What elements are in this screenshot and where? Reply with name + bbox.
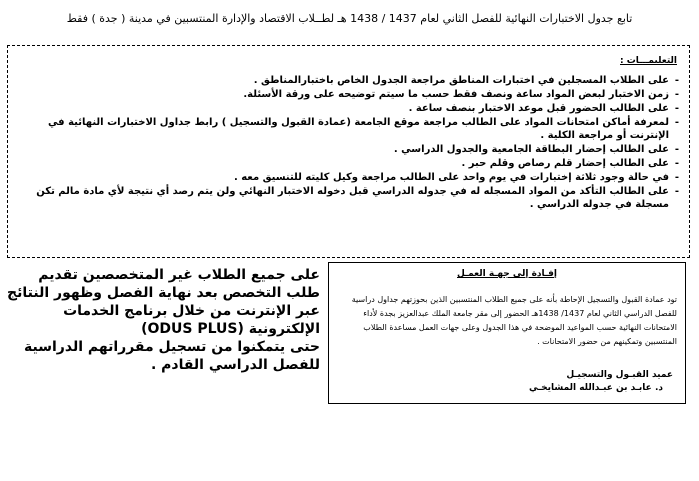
instructions-list — [19, 74, 679, 212]
instruction-item: - على الطالب التأكد من المواد المسجله له في جدوله الدراسي قبل دخوله الاختبار النهائي ولن يتم رصد أي نتيجة لأي مادة مالم تكن مسجلة في جدوله الدراسي . — [19, 185, 679, 211]
notice-title: إفـادة إلى جهـة العمـل — [457, 269, 557, 279]
page-header: تابع جدول الاختبارات النهائية للفصل الثاني لعام 1437 / 1438 هـ لطــلاب الاقتصاد والإدارة المنتسبين في مدينة ( جدة ) فقط — [66, 12, 633, 25]
signature-title: عميد القبـول والتسجيـل — [566, 370, 673, 380]
announcement-line — [20, 320, 320, 338]
instruction-item: - على الطلاب المسجلين في اختبارات المناطق مراجعة الجدول الخاص باختبارالمناطق . — [19, 74, 679, 87]
signature-name: د. عابـد بن عبـدالله المشايخـي — [528, 383, 663, 393]
program-name: (ODUS PLUS) — [141, 321, 244, 337]
instruction-item: - على الطالب إحضار قلم رصاص وقلم حبر . — [19, 157, 679, 170]
notice-signature — [473, 369, 673, 395]
announcement-line: للفصل الدراسي القادم . — [150, 357, 320, 373]
instructions-box — [7, 45, 690, 258]
instruction-item: - على الطالب إحضار البطاقة الجامعية والجدول الدراسي . — [19, 143, 679, 156]
announcement-line: على جميع الطلاب غير المتخصصين تقديم — [38, 267, 320, 283]
instruction-item: - على الطالب الحضور قبل موعد الاختبار بنصف ساعة . — [19, 102, 679, 115]
announcement-line-prefix: الإلكترونية — [248, 321, 320, 337]
announcement-line: عبر الإنترنت من خلال برنامج الخدمات — [63, 303, 320, 319]
announcement-line: حتى يتمكنوا من تسجيل مقرراتهم الدراسية — [24, 339, 320, 355]
employer-notice-box — [328, 262, 686, 404]
specialization-announcement — [7, 266, 320, 374]
instruction-item: - في حالة وجود ثلاثة إختبارات في يوم واحد على الطالب مراجعة وكيل كليته للتنسيق معه . — [19, 171, 679, 184]
notice-body: تود عمادة القبول والتسجيل الإحاطة بأنه على جميع الطلاب المنتسبين الذين بحوزتهم جداول دراسية للفصل الدراسي الثاني لعام 1437/ 1438هـ الحضور إلى مقر جامعة الملك عبدالعزيز بجدة لأداء الامتحانات النهائية حسب المواعيد الموضحة في هذا الجدول وعلى جهات العمل مساعدة الطلاب المنتسبين وتمكينهم من حضور الامتحانات . — [351, 295, 677, 346]
instruction-item: - لمعرفة أماكن امتحانات المواد على الطالب مراجعة موقع الجامعة (عمادة القبول والتسجيل ) رابط جداول الاختبارات النهائية في الإنترنت أو مراجعة الكلية . — [19, 116, 679, 142]
instruction-item: - زمن الاختبار لبعض المواد ساعة ونصف فقط حسب ما سيتم توضيحه على ورقة الأسئلة. — [19, 88, 679, 101]
announcement-line: طلب التخصص بعد نهاية الفصل وظهور النتائج — [7, 285, 320, 301]
instructions-title: التعليمـــات : — [620, 56, 677, 66]
